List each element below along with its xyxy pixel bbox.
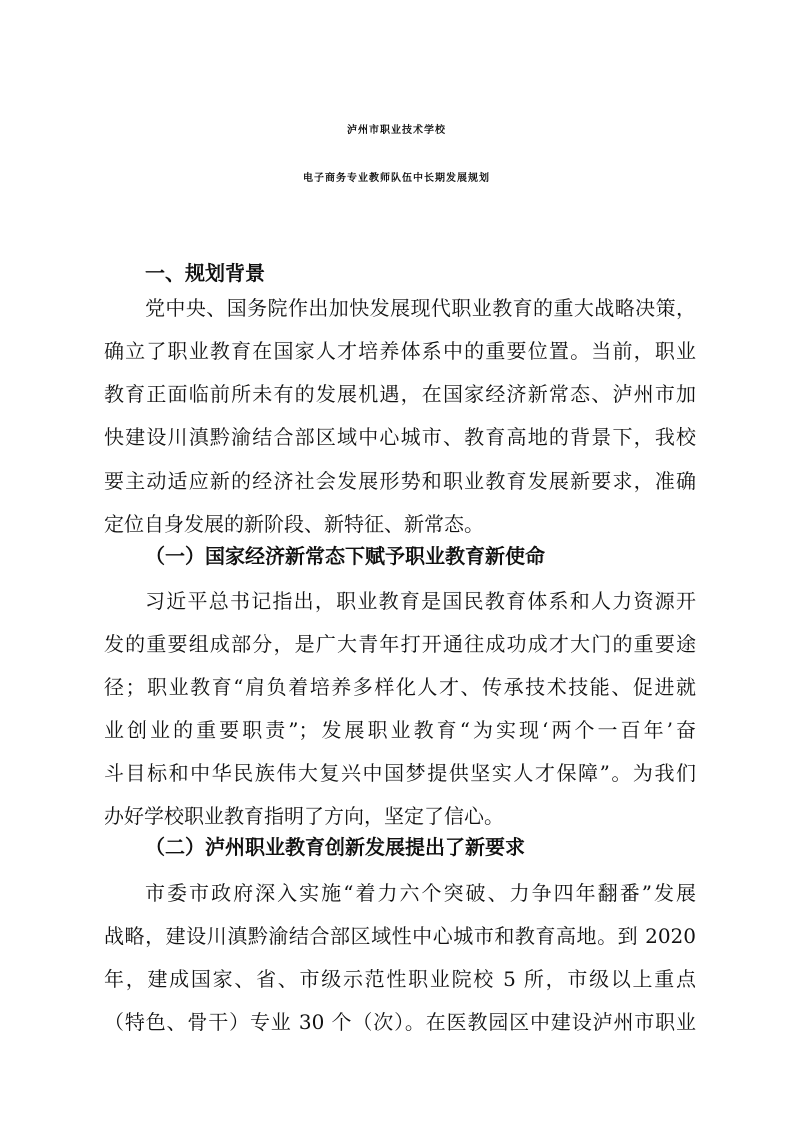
paragraph-line: 要主动适应新的经济社会发展形势和职业教育发展新要求，准确 [104, 469, 696, 493]
subsection1-heading: （一）国家经济新常态下赋予职业教育新使命 [145, 544, 545, 568]
paragraph-line: 斗目标和中华民族伟大复兴中国梦提供坚实人才保障”。为我们 [104, 761, 696, 785]
section1-heading: 一、规划背景 [145, 261, 265, 285]
document-title-line1: 泸州市职业技术学校 [347, 125, 446, 136]
paragraph-line: 确立了职业教育在国家人才培养体系中的重要位置。当前，职业 [104, 339, 696, 363]
paragraph-line: 教育正面临前所未有的发展机遇，在国家经济新常态、泸州市加 [104, 382, 696, 406]
paragraph-line: （特色、骨干）专业 30 个（次）。在医教园区中建设泸州市职业 [104, 1010, 696, 1034]
paragraph-line: 战略，建设川滇黔渝结合部区域性中心城市和教育高地。到 2020 [104, 924, 696, 948]
document-title-line2: 电子商务专业教师队伍中长期发展规划 [303, 173, 490, 184]
paragraph-line: 年，建成国家、省、市级示范性职业院校 5 所，市级以上重点 [104, 967, 696, 991]
paragraph-line: 发的重要组成部分，是广大青年打开通往成功成才大门的重要途 [104, 632, 696, 656]
paragraph-line: 党中央、国务院作出加快发展现代职业教育的重大战略决策， [145, 296, 696, 320]
paragraph-line: 径；职业教育“肩负着培养多样化人才、传承技术技能、促进就 [104, 675, 696, 699]
subsection2-heading: （二）泸州职业教育创新发展提出了新要求 [145, 835, 525, 859]
paragraph-line: 快建设川滇黔渝结合部区域中心城市、教育高地的背景下，我校 [104, 425, 696, 449]
paragraph-line: 办好学校职业教育指明了方向，坚定了信心。 [104, 804, 504, 828]
paragraph-line: 习近平总书记指出，职业教育是国民教育体系和人力资源开 [145, 589, 696, 613]
paragraph-line: 业创业的重要职责”；发展职业教育“为实现‘两个一百年’奋 [104, 718, 696, 742]
paragraph-line: 定位自身发展的新阶段、新特征、新常态。 [104, 512, 484, 536]
paragraph-line: 市委市政府深入实施“着力六个突破、力争四年翻番”发展 [145, 881, 696, 905]
